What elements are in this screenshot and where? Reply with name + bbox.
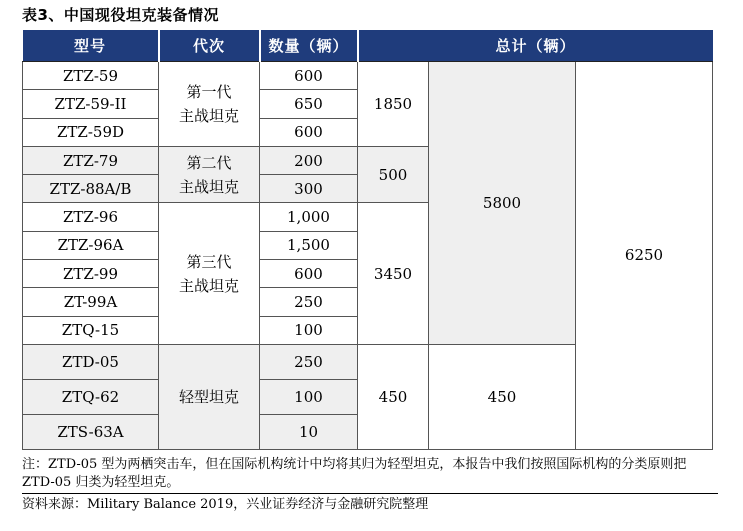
quantity-cell: 600 <box>260 260 358 288</box>
quantity-cell: 600 <box>260 118 358 146</box>
generation-line: 主战坦克 <box>178 177 239 196</box>
header-row <box>23 30 713 62</box>
model-cell: ZTZ-88A/B <box>23 175 159 203</box>
quantity-cell: 10 <box>260 414 358 449</box>
quantity-cell: 100 <box>260 379 358 414</box>
generation-cell <box>159 203 260 344</box>
generation-line: 第一代 <box>186 82 232 101</box>
generation-line: 第二代 <box>186 153 232 172</box>
model-cell: ZTZ-79 <box>23 146 159 174</box>
model-cell: ZTZ-96A <box>23 231 159 259</box>
subtotal-cell: 1850 <box>358 62 429 147</box>
quantity-cell: 200 <box>260 146 358 174</box>
model-cell: ZTZ-59-II <box>23 90 159 118</box>
quantity-cell: 100 <box>260 316 358 344</box>
generation-cell <box>159 146 260 203</box>
quantity-cell: 600 <box>260 62 358 90</box>
table-title: 表3、中国现役坦克装备情况 <box>22 6 219 24</box>
generation-line: 主战坦克 <box>178 106 239 125</box>
model-cell: ZTQ-62 <box>23 379 159 414</box>
model-cell: ZTS-63A <box>23 414 159 449</box>
subtotal-cell: 3450 <box>358 203 429 344</box>
model-cell: ZTZ-59 <box>23 62 159 90</box>
quantity-cell: 250 <box>260 288 358 316</box>
quantity-cell: 300 <box>260 175 358 203</box>
header-generation: 代次 <box>159 30 260 62</box>
table-note: 注：ZTD-05 型为两栖突击车，但在国际机构统计中均将其归为轻型坦克，本报告中我们按照国际机构的分类原则把 ZTD-05 归类为轻型坦克。 <box>22 457 687 490</box>
header-quantity: 数量（辆） <box>260 30 358 62</box>
model-cell: ZTZ-59D <box>23 118 159 146</box>
grand-total-cell: 6250 <box>576 62 713 450</box>
generation-line: 第三代 <box>186 252 232 271</box>
model-cell: ZTZ-99 <box>23 260 159 288</box>
source-text: 资料来源：Military Balance 2019，兴业证券经济与金融研究院整理 <box>22 497 429 512</box>
quantity-cell: 1,500 <box>260 231 358 259</box>
subtotal-cell: 500 <box>358 146 429 203</box>
quantity-cell: 1,000 <box>260 203 358 231</box>
quantity-cell: 650 <box>260 90 358 118</box>
header-model: 型号 <box>23 30 159 62</box>
tank-equipment-table <box>22 30 713 450</box>
header-total: 总计（辆） <box>358 30 713 62</box>
quantity-cell: 250 <box>260 344 358 379</box>
generation-cell <box>159 344 260 449</box>
light-tank-total-cell: 450 <box>429 344 576 449</box>
table-row <box>23 62 713 90</box>
model-cell: ZTD-05 <box>23 344 159 379</box>
generation-line: 主战坦克 <box>178 276 239 295</box>
generation-line: 轻型坦克 <box>178 387 239 406</box>
main-battle-total-cell: 5800 <box>429 62 576 345</box>
model-cell: ZT-99A <box>23 288 159 316</box>
model-cell: ZTZ-96 <box>23 203 159 231</box>
model-cell: ZTQ-15 <box>23 316 159 344</box>
divider <box>22 493 718 494</box>
subtotal-cell: 450 <box>358 344 429 449</box>
generation-cell <box>159 62 260 147</box>
